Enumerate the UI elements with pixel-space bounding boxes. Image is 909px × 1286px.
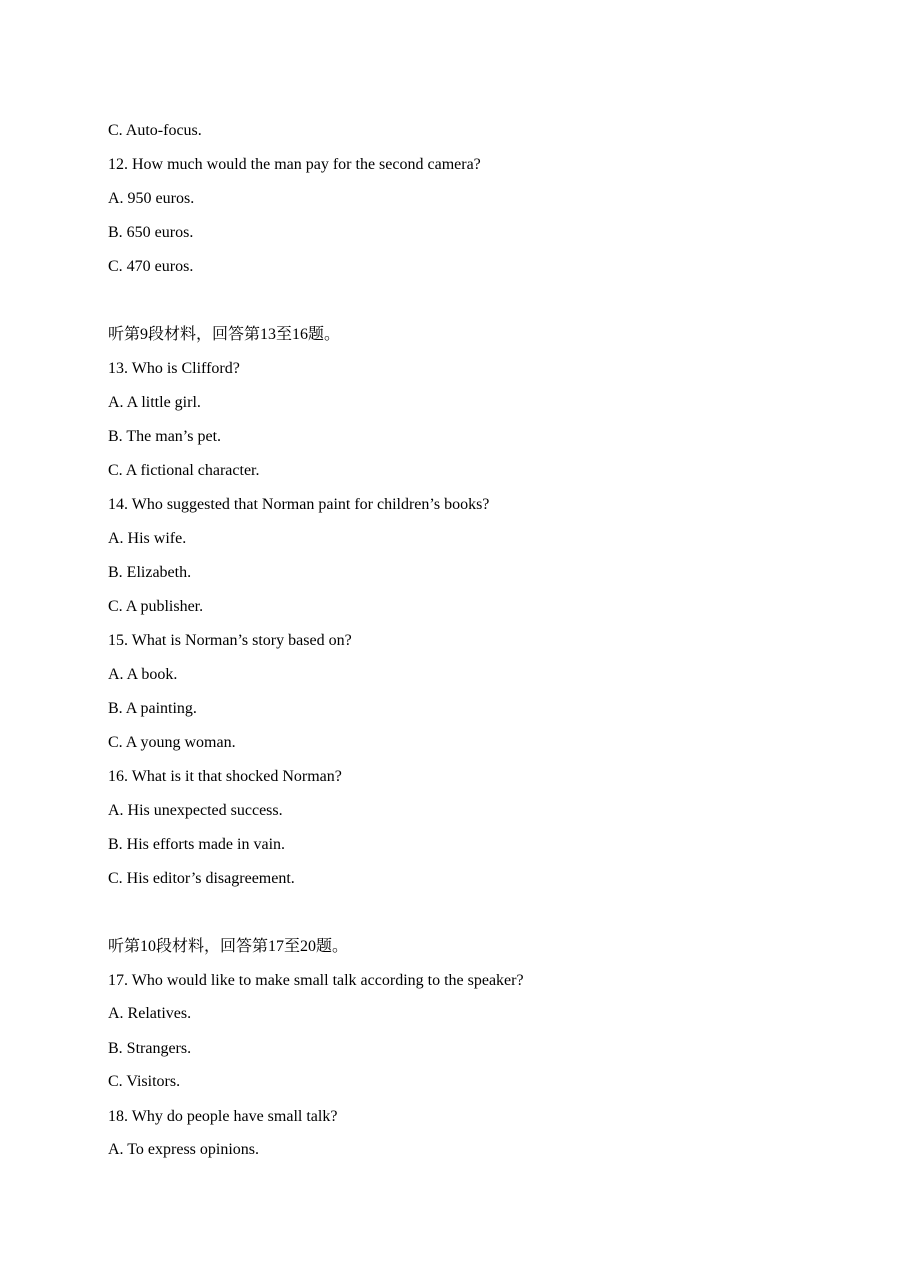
option-11c: C. Auto-focus.: [108, 122, 202, 139]
option-14a: A. His wife.: [108, 530, 187, 547]
question-12: 12. How much would the man pay for the second camera?: [108, 156, 481, 173]
option-16a: A. His unexpected success.: [108, 802, 283, 819]
section-heading-material-9: 听第9段材料，回答第13至16题。: [108, 326, 341, 343]
option-12a: A. 950 euros.: [108, 190, 195, 207]
option-17b: B. Strangers.: [108, 1040, 192, 1057]
option-15b: B. A painting.: [108, 700, 197, 717]
section-heading-material-10: 听第10段材料，回答第17至20题。: [108, 938, 349, 955]
option-17c: C. Visitors.: [108, 1073, 181, 1090]
option-17a: A. Relatives.: [108, 1005, 192, 1022]
option-15c: C. A young woman.: [108, 734, 236, 751]
option-16b: B. His efforts made in vain.: [108, 836, 286, 853]
option-12c: C. 470 euros.: [108, 258, 194, 275]
question-17: 17. Who would like to make small talk according to the speaker?: [108, 972, 524, 989]
option-16c: C. His editor’s disagreement.: [108, 870, 295, 887]
question-16: 16. What is it that shocked Norman?: [108, 768, 342, 785]
option-14c: C. A publisher.: [108, 598, 204, 615]
option-14b: B. Elizabeth.: [108, 564, 192, 581]
option-15a: A. A book.: [108, 666, 178, 683]
option-13b: B. The man’s pet.: [108, 428, 222, 445]
question-18: 18. Why do people have small talk?: [108, 1108, 338, 1125]
question-15: 15. What is Norman’s story based on?: [108, 632, 352, 649]
option-13a: A. A little girl.: [108, 394, 201, 411]
question-14: 14. Who suggested that Norman paint for children’s books?: [108, 496, 490, 513]
option-12b: B. 650 euros.: [108, 224, 194, 241]
option-13c: C. A fictional character.: [108, 462, 260, 479]
question-13: 13. Who is Clifford?: [108, 360, 240, 377]
option-18a: A. To express opinions.: [108, 1141, 260, 1158]
